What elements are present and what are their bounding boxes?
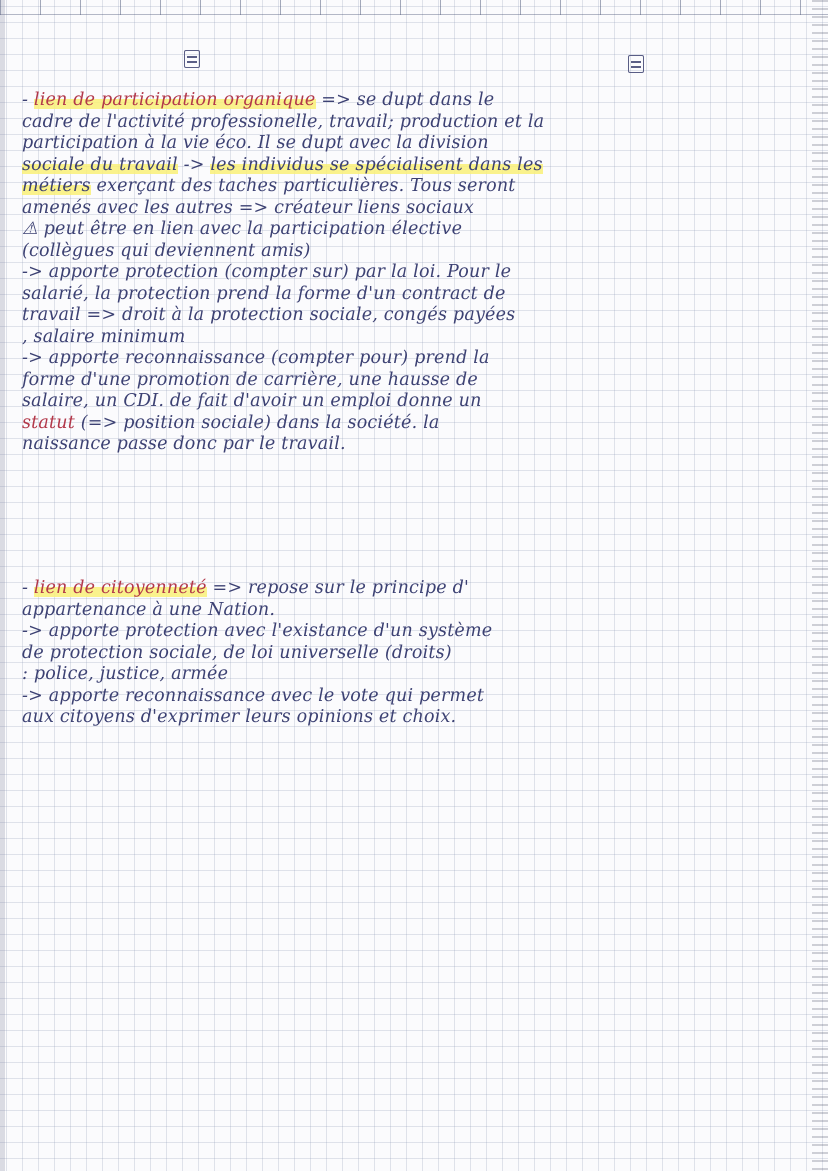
page-top-ruler	[0, 0, 828, 15]
binder-hole-icon	[628, 55, 644, 73]
note-line: -> apporte protection (compter sur) par la loi. Pour le	[22, 262, 512, 282]
note-line: : police, justice, armée	[22, 664, 229, 684]
note-line: de protection sociale, de loi universelle (droits)	[22, 642, 452, 663]
note-line: sociale du travail -> les individus se spécialisent dans les	[22, 154, 543, 175]
note-line: métiers exerçant des taches particulières. Tous seront	[22, 176, 516, 196]
note-line: aux citoyens d'exprimer leurs opinions et choix.	[22, 707, 457, 727]
note-line: naissance passe donc par le travail.	[22, 434, 346, 454]
note-line: -> apporte protection avec l'existance d'un système	[22, 621, 493, 641]
red-keyword: statut	[22, 412, 75, 433]
note-line: travail => droit à la protection sociale, congés payées	[22, 305, 516, 325]
note-line: -> apporte reconnaissance avec le vote qui permet	[22, 685, 485, 706]
section-citizenship	[22, 578, 812, 729]
note-line: statut (=> position sociale) dans la société. la	[22, 412, 440, 433]
note-line: appartenance à une Nation.	[22, 599, 276, 620]
note-line: -> apporte reconnaissance (compter pour) prend la	[22, 348, 490, 368]
note-line: ⚠ peut être en lien avec la participation élective	[22, 219, 463, 239]
binder-hole-icon	[184, 50, 200, 68]
note-line: , salaire minimum	[22, 326, 186, 347]
highlighted-text: les individus se spécialisent dans les	[210, 154, 543, 175]
note-line: salaire, un CDI. de fait d'avoir un emploi donne un	[22, 391, 482, 411]
highlighted-text: métiers	[22, 176, 91, 196]
page-perforations	[812, 0, 828, 1171]
section-title: lien de citoyenneté	[33, 578, 207, 598]
note-line: forme d'une promotion de carrière, une hausse de	[22, 369, 478, 390]
section-organic-participation	[22, 90, 812, 456]
highlighted-text: sociale du travail	[22, 154, 178, 175]
note-line: participation à la vie éco. Il se dupt avec la division	[22, 133, 489, 153]
note-line: - lien de citoyenneté => repose sur le principe d'	[22, 578, 469, 598]
section-title: lien de participation organique	[33, 90, 316, 110]
note-line: salarié, la protection prend la forme d'un contract de	[22, 283, 506, 304]
note-line: - lien de participation organique => se dupt dans le	[22, 90, 495, 110]
note-line: amenés avec les autres => créateur liens sociaux	[22, 197, 474, 218]
note-line: cadre de l'activité professionelle, travail; production et la	[22, 111, 545, 132]
note-line: (collègues qui deviennent amis)	[22, 240, 311, 261]
page-left-edge	[0, 0, 5, 1171]
